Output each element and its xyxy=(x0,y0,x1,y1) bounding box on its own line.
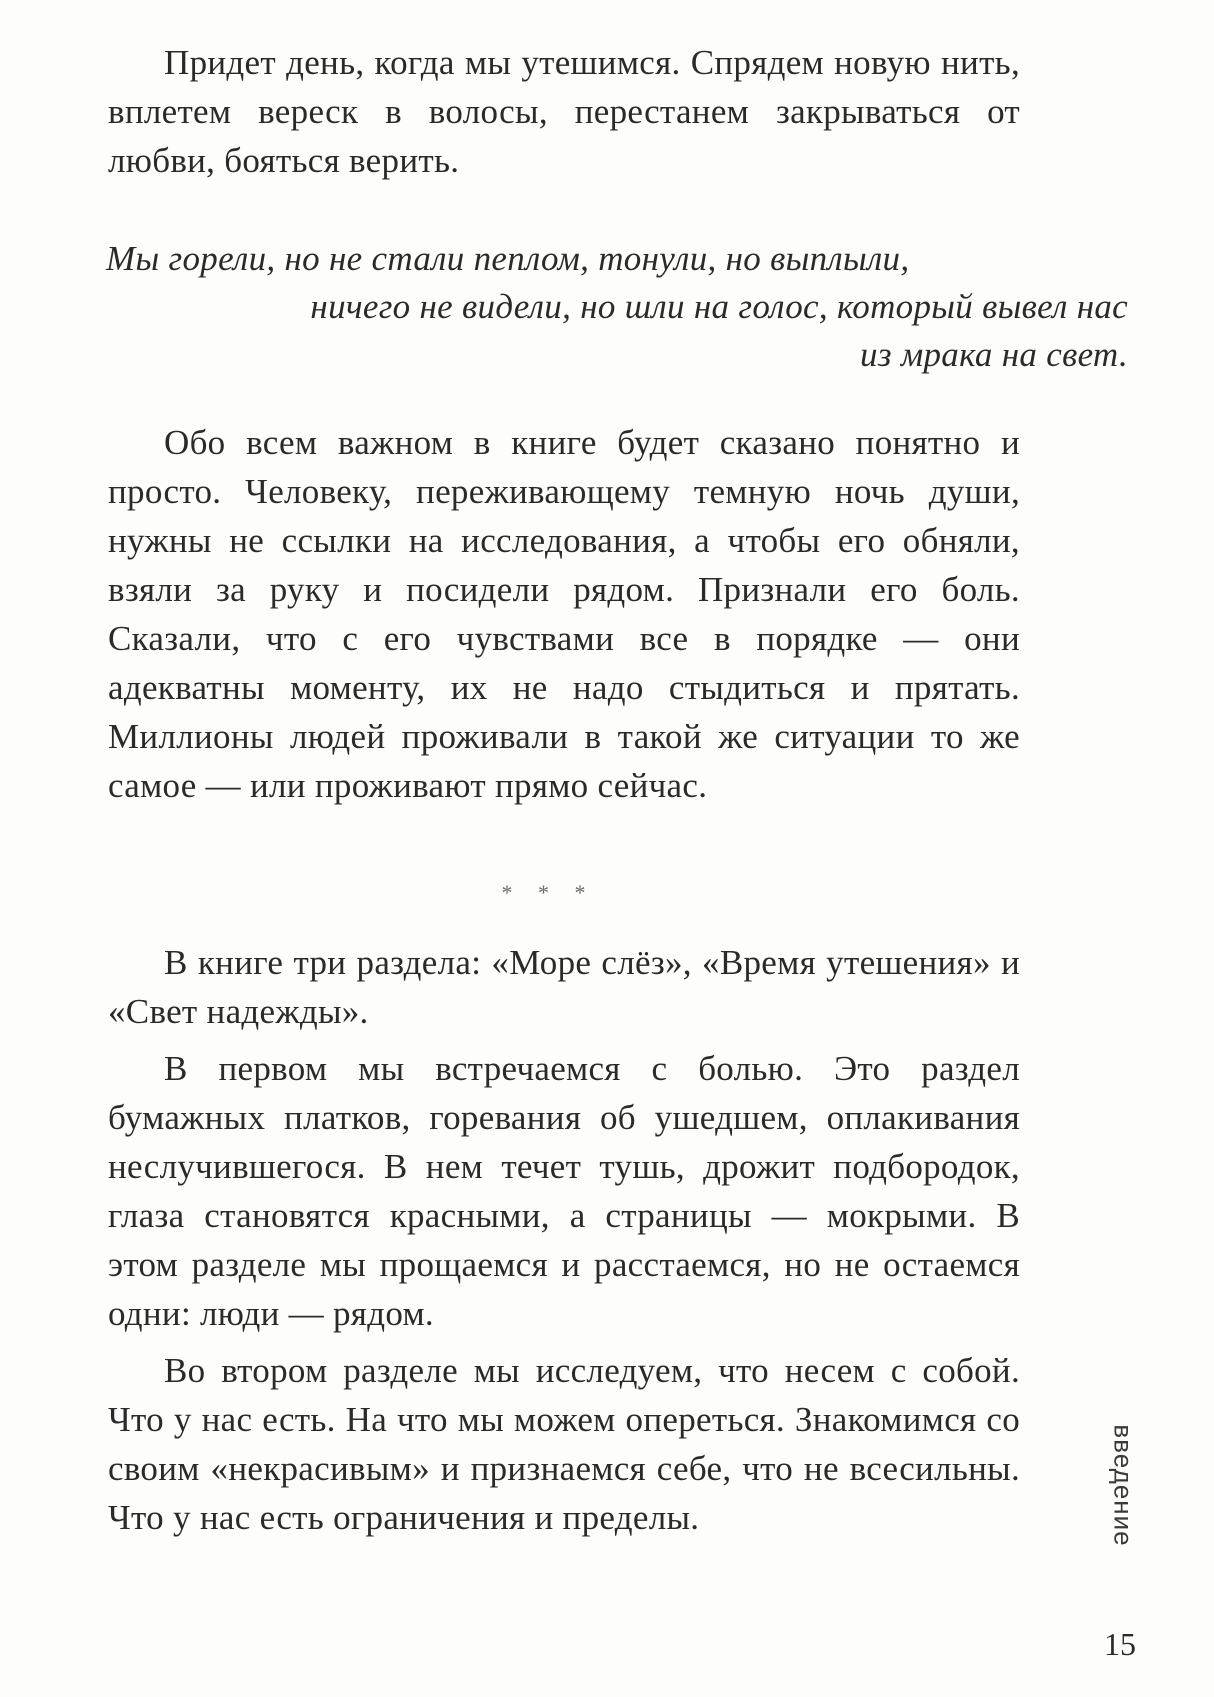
paragraph-main: Обо всем важном в книге будет сказано понятно и просто. Человеку, переживающему темную ночь души, нужны не ссылки на исследования, а чтобы его обняли, взяли за руку и посидели рядом. Признали его боль. Сказали, что с его чувствами все в порядке — они адекватны моменту, их не надо стыдиться и прятать. Миллионы людей проживали в такой же ситуации то же самое — или проживают прямо сейчас. xyxy=(108,423,1020,805)
section-separator: * * * xyxy=(501,880,596,905)
paragraph-first-section: В первом мы встречаемся с болью. Это раздел бумажных платков, горевания об ушедшем, оплакивания неслучившегося. В нем течет тушь, дрожит подбородок, глаза становятся красными, а страницы — мокрыми. В этом разделе мы прощаемся и расстаемся, но не остаемся одни: люди — рядом. xyxy=(108,1049,1020,1333)
paragraph-sections-overview: В книге три раздела: «Море слёз», «Время утешения» и «Свет надежды». xyxy=(108,943,1020,1031)
page-number: 15 xyxy=(1104,1626,1136,1662)
paragraph-second-section: Во втором разделе мы исследуем, что несем с собой. Что у нас есть. На что мы можем опереться. Знакомимся со своим «некрасивым» и признаемся себе, что не всесильны. Что у нас есть ограничения и пределы. xyxy=(108,1351,1020,1537)
text-block-intro xyxy=(108,38,1020,185)
text-block-sections xyxy=(108,938,1020,1550)
paragraph-intro: Придет день, когда мы утешимся. Спрядем новую нить, вплетем вереск в волосы, перестанем закрываться от любви, бояться верить. xyxy=(108,43,1020,180)
text-block-main xyxy=(108,418,1020,810)
running-head xyxy=(1106,1410,1140,1560)
running-head-label: введение xyxy=(1108,1423,1139,1547)
epigraph-line-2: ничего не видели, но шли на голос, который вывел нас xyxy=(310,287,1128,326)
epigraph-line-3: из мрака на свет. xyxy=(860,335,1128,374)
epigraph-line-1: Мы горели, но не стали пеплом, тонули, но выплыли, xyxy=(106,239,910,278)
epigraph xyxy=(106,235,1128,379)
